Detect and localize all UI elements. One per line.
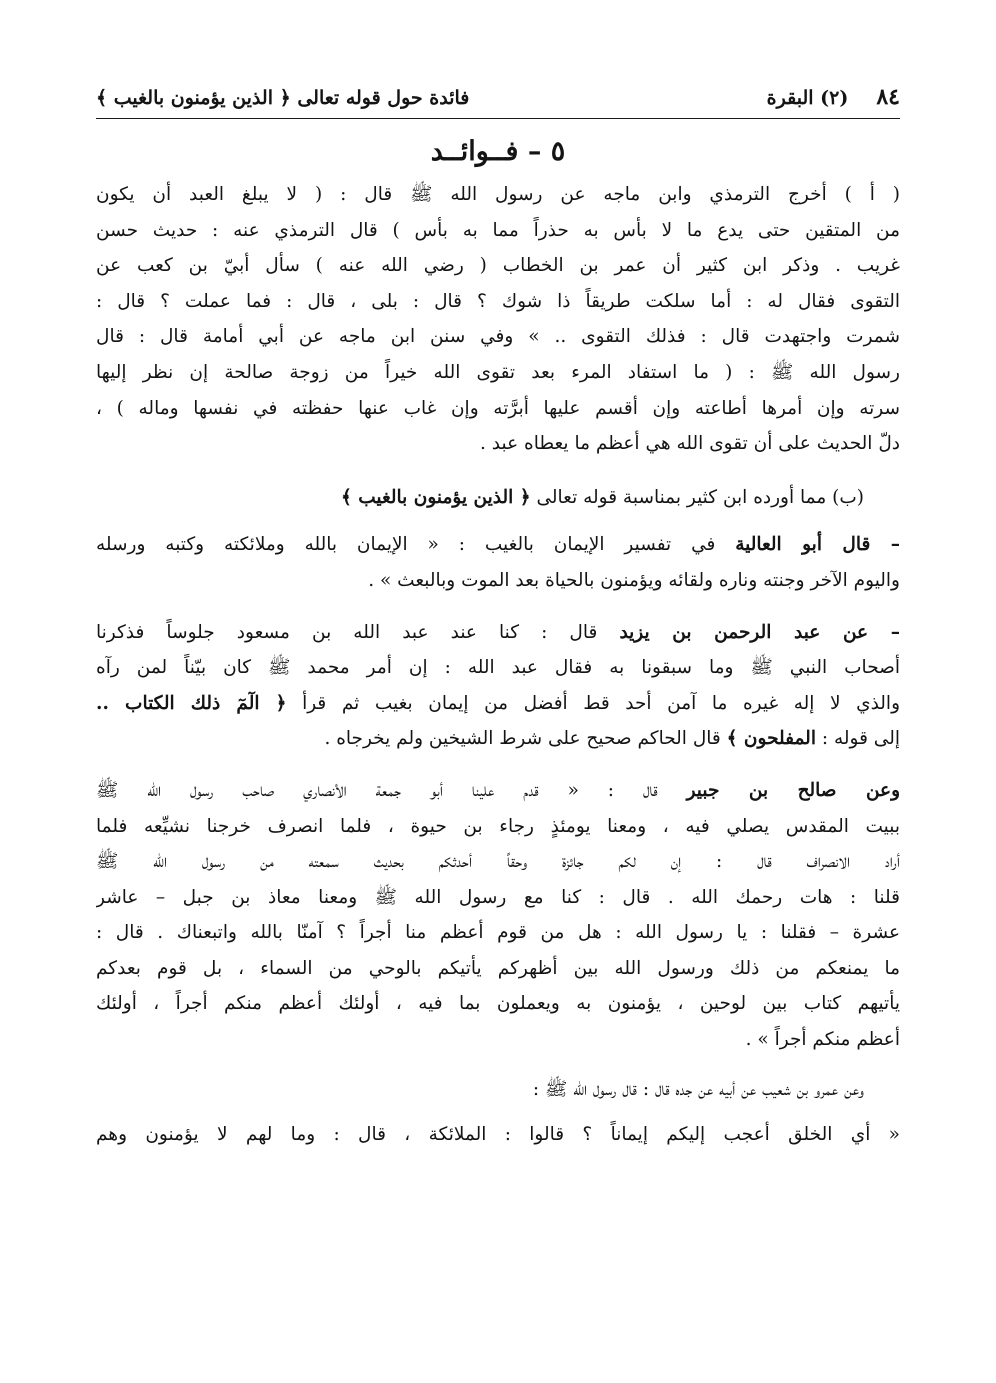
section-title: ٥ – فــوائــد	[430, 136, 566, 167]
text-line: ببيت المقدس يصلي فيه ، ومعنا يومئذٍ رجاء بن حيوة ، فلما انصرف خرجنا نشيِّعه فلما	[96, 815, 900, 837]
text-segment: قال الحاكم صحيح على شرط الشيخين ولم يخرجاه .	[324, 728, 727, 750]
text-line: رسول الله ﷺ : ( ما استفاد المرء بعد تقوى الله خيراً من زوجة صالحة إن نظر إليها	[96, 361, 900, 383]
surah-label: (٢) البقرة	[766, 87, 849, 109]
paragraph-c	[96, 527, 900, 598]
text-line: دلّ الحديث على أن تقوى الله هي أعظم ما يعطاه عبد .	[480, 433, 900, 455]
text-line: التقوى فقال له : أما سلكت طريقاً ذا شوك ؟ قال : بلى ، قال : فما عملت ؟ قال :	[96, 290, 900, 312]
text-line: ما يمنعكم من ذلك ورسول الله بين أظهركم يأتيكم بالوحي من السماء ، بل قوم بعدكم	[96, 957, 900, 979]
text-line: « أي الخلق أعجب إليكم إيماناً ؟ قالوا : الملائكة ، قال : وما لهم لا يؤمنون وهم	[96, 1124, 900, 1146]
paragraph-f	[96, 1072, 900, 1108]
text-line	[96, 615, 900, 651]
page-number: ٨٤	[876, 84, 900, 110]
text-line: عشرة – فقلنا : يا رسول الله : هل من قوم أعظم منا أجراً ؟ آمنّا بالله واتبعناك . قال :	[96, 922, 900, 944]
paragraph-e	[96, 773, 900, 1058]
text-line: وعن عمرو بن شعيب عن أبيه عن جده قال : قال رسول الله ﷺ :	[532, 1078, 864, 1100]
text-line	[96, 721, 900, 757]
text-line: يأتيهم كتاب بين لوحين ، يؤمنون به ويعملون بما فيه ، أولئك أعظم منكم أجراً ، أولئك	[96, 993, 900, 1015]
text-segment: قال : كنا عند عبد الله بن مسعود جلوساً فذكرنا	[96, 621, 620, 643]
paragraph-b-prefix: (ب) مما أورده ابن كثير بمناسبة قوله تعالى	[536, 486, 864, 508]
text-line	[96, 686, 900, 722]
paragraph-b	[96, 480, 900, 516]
text-line: شمرت واجتهدت قال : فذلك التقوى .. » وفي سنن ابن ماجه عن أبي أمامة قال : قال	[96, 326, 900, 348]
quran-quote: المفلحون ﴾	[726, 728, 816, 750]
text-line	[96, 773, 900, 809]
quran-quote: ﴿ الذين يؤمنون بالغيب ﴾	[340, 486, 531, 508]
text-segment: إلى قوله :	[815, 728, 900, 750]
text-segment: والذي لا إله غيره ما آمن أحد قط أفضل من إيمان بغيب ثم قرأ	[286, 692, 900, 714]
book-page	[96, 84, 900, 1153]
text-line: قلنا : هات رحمك الله . قال : كنا مع رسول الله ﷺ ومعنا معاذ بن جبل – عاشر	[96, 886, 900, 908]
narrator-name: – قال أبو العالية	[735, 534, 900, 556]
text-line: أراد الانصراف قال : إن لكم جائزة وحقاً أحدثكم بحديث سمعته من رسول الله ﷺ	[96, 851, 900, 873]
narrator-name: – عن عبد الرحمن بن يزيد	[619, 621, 900, 643]
narrator-name: وعن صالح بن جبير	[686, 779, 900, 801]
paragraph-g	[96, 1117, 900, 1153]
text-line: من المتقين حتى يدع ما لا بأس به حذراً مما به بأس ) قال الترمذي عنه : حديث حسن	[96, 219, 900, 241]
running-header	[96, 84, 900, 114]
text-line: سرته وإن أمرها أطاعته وإن أقسم عليها أبرَّته وإن غاب عنها حفظته في نفسها وماله ) ،	[96, 397, 900, 419]
text-segment: في تفسير الإيمان بالغيب : « الإيمان بالله وملائكته وكتبه ورسله	[96, 534, 736, 556]
text-segment: قال : « قدم علينا أبو جمعة الأنصاري صاحب رسول الله ﷺ	[96, 779, 687, 801]
paragraph-a	[96, 177, 900, 462]
header-rule	[96, 118, 900, 119]
text-line	[96, 480, 864, 516]
running-title: فائدة حول قوله تعالى ﴿ الذين يؤمنون بالغيب ﴾	[96, 87, 470, 109]
text-line: غريب . وذكر ابن كثير أن عمر بن الخطاب ( رضي الله عنه ) سأل أبيّ بن كعب عن	[96, 255, 900, 277]
text-line: أصحاب النبي ﷺ وما سبقونا به فقال عبد الله : إن أمر محمد ﷺ كان بيّناً لمن رآه	[96, 657, 900, 679]
paragraph-d	[96, 615, 900, 757]
text-line: ( أ ) أخرج الترمذي وابن ماجه عن رسول الله ﷺ قال : ( لا يبلغ العبد أن يكون	[96, 184, 900, 205]
text-line: واليوم الآخر وجنته وناره ولقائه ويؤمنون بالحياة بعد الموت وبالبعث » .	[368, 569, 900, 591]
quran-quote: ﴿ الٓمٓ ذلك الكتاب ..	[96, 692, 287, 714]
text-line: أعظم منكم أجراً » .	[745, 1029, 900, 1051]
text-line	[96, 527, 900, 563]
